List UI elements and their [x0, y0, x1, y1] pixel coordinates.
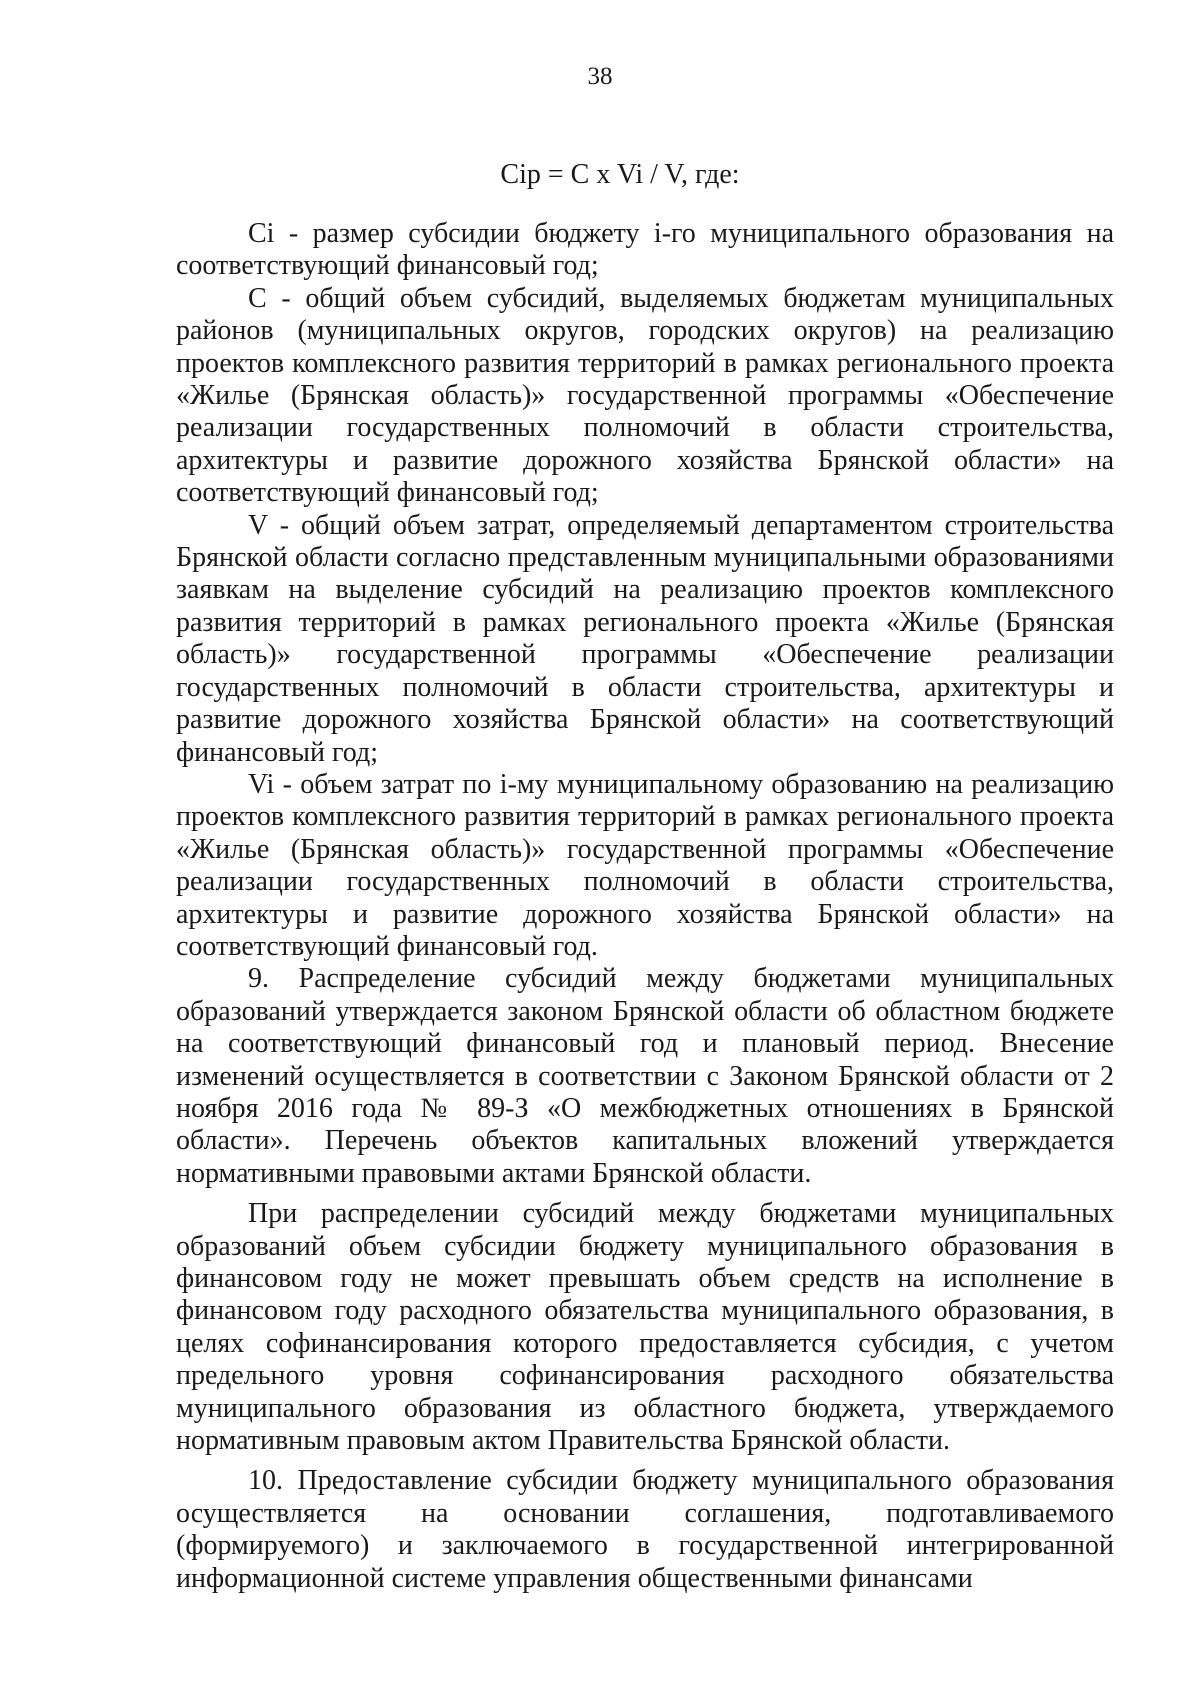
paragraph-item-9: 9. Распределение субсидий между бюджетами муниципальных образований утверждается законом Брянской области об областном бюджете на соответствующий финансовый год и плановый период. Внесение изменений осуществляется в соответствии с Законом Брянской области от 2 ноября 2016 года № 89-З «О межбюджетных отношениях в Брянской области». Перечень объектов капитальных вложений утверждается нормативными правовыми актами Брянской области. [176, 963, 1114, 1189]
page-number: 38 [587, 63, 613, 90]
paragraph-item-10: 10. Предоставление субсидии бюджету муниципального образования осуществляется на основании соглашения, подготавливаемого (формируемого) и заключаемого в государственной интегрированной информационной системе управления общественными финансами [176, 1465, 1114, 1594]
paragraph-v-definition: V - общий объем затрат, определяемый департаментом строительства Брянской области согласно представленным муниципальными образованиями заявкам на выделение субсидий на реализацию проектов комплексного развития территорий в рамках регионального проекта «Жилье (Брянская область)» государственной программы «Обеспечение реализации государственных полномочий в области строительства, архитектуры и развитие дорожного хозяйства Брянской области» на соответствующий финансовый год; [176, 509, 1114, 768]
paragraph-ci-definition: Ci - размер субсидии бюджету i-го муниципального образования на соответствующий финансовый год; [176, 218, 1114, 282]
paragraph-distribution-limit: При распределении субсидий между бюджетами муниципальных образований объем субсидии бюджету муниципального образования в финансовом году не может превышать объем средств на исполнение в финансовом году расходного обязательства муниципального образования, в целях софинансирования которого предоставляется субсидия, с учетом предельного уровня софинансирования расходного обязательства муниципального образования из областного бюджета, утверждаемого нормативным правовым актом Правительства Брянской области. [176, 1198, 1114, 1457]
document-body [176, 218, 1114, 1595]
formula: Ciр = C x Vi / V, где: [500, 159, 740, 190]
paragraph-c-definition: C - общий объем субсидий, выделяемых бюджетам муниципальных районов (муниципальных округов, городских округов) на реализацию проектов комплексного развития территорий в рамках регионального проекта «Жилье (Брянская область)» государственной программы «Обеспечение реализации государственных полномочий в области строительства, архитектуры и развитие дорожного хозяйства Брянской области» на соответствующий финансовый год; [176, 282, 1114, 509]
paragraph-vi-definition: Vi - объем затрат по i-му муниципальному образованию на реализацию проектов комплексного развития территорий в рамках регионального проекта «Жилье (Брянская область)» государственной программы «Обеспечение реализации государственных полномочий в области строительства, архитектуры и развитие дорожного хозяйства Брянской области» на соответствующий финансовый год. [176, 768, 1114, 962]
